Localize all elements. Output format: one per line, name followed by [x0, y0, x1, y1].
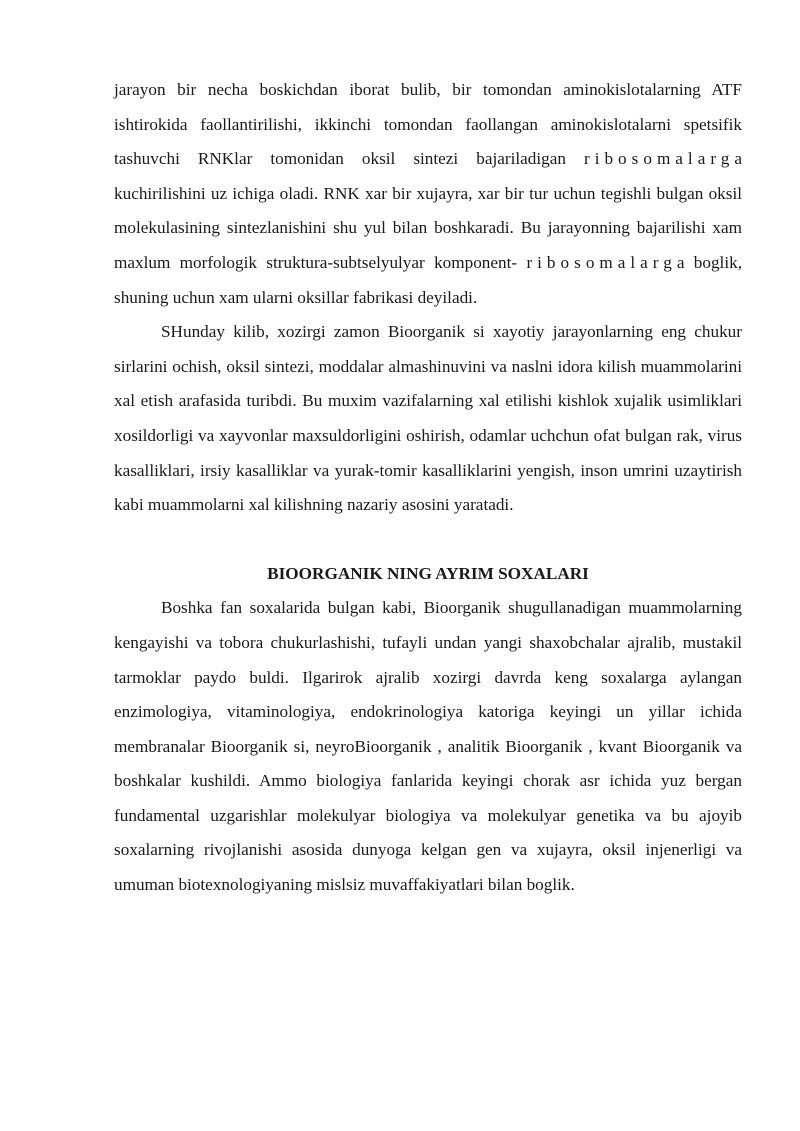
paragraph-text: a boglik, shuning uchun xam ularni oksillar fabrikasi deyiladi. [114, 252, 742, 307]
document-page [114, 73, 742, 903]
section-heading: BIOORGANIK NING AYRIM SOXALARI [267, 563, 589, 583]
spaced-word-ribosomalarga: ribosomalarg [526, 252, 677, 272]
paragraph-text: jarayon bir necha boskichdan iborat bulib, bir tomondan aminokislotalarning ATF ishtirokida faollantirilishi, ikkinchi tomondan faollangan aminokislotalarni spetsifik tashuvchi RNKlar tomonidan oksil sintezi bajariladigan [114, 80, 742, 169]
paragraph-text: a kuchirilishini uz ichiga oladi. RNK xar bir xujayra, xar bir tur uchun tegishli bulgan oksil molekulasining sintezlanishini shu yul bilan boshkaradi. Bu jarayonning bajarilishi xam maxlum morfologik struktura-subtselyulyar komponent- [114, 149, 742, 272]
paragraph-branches: Boshka fan soxalarida bulgan kabi, Bioorganik shugullanadigan muammolarning kengayishi va tobora chukurlashishi, tufayli undan yangi shaxobchalar ajralib, mustakil tarmoklar paydo buldi. Ilgarirok ajralib xozirgi davrda keng soxalarga aylangan enzimologiya, vitaminologiya, endokrinologiya katoriga keyingi un yillar ichida membranalar Bioorganik si, neyroBioorganik , analitik Bioorganik , kvant Bioorganik va boshkalar kushildi. Ammo biologiya fanlarida keyingi chorak asr ichida yuz bergan fundamental uzgarishlar molekulyar biologiya va molekulyar genetika va bu ajoyib soxalarning rivojlanishi asosida dunyoga kelgan gen va xujayra, oksil injenerligi va umuman biotexnologiyaning mislsiz muvaffakiyatlari bilan boglik. [114, 598, 742, 895]
spaced-word-ribosomalarga: ribosomalarg [583, 149, 735, 169]
paragraph-modern-bioorganic: SHunday kilib, xozirgi zamon Bioorganik si xayotiy jarayonlarning eng chukur sirlarini ochish, oksil sintezi, moddalar almashinuvini va naslni idora kilish muammolarini xal etish arafasida turibdi. Bu muxim vazifalarning xal etilishi kishlok xujalik usimliklari xosildorligi va xayvonlar maxsuldorligini oshirish, odamlar uchchun ofat bulgan rak, virus kasalliklari, irsiy kasalliklar va yurak-tomir kasalliklarini yengish, inson umrini uzaytirish kabi muammolarni xal kilishning nazariy asosini yaratadi. [114, 322, 742, 515]
paragraph-ribosome-transfer [114, 73, 742, 315]
